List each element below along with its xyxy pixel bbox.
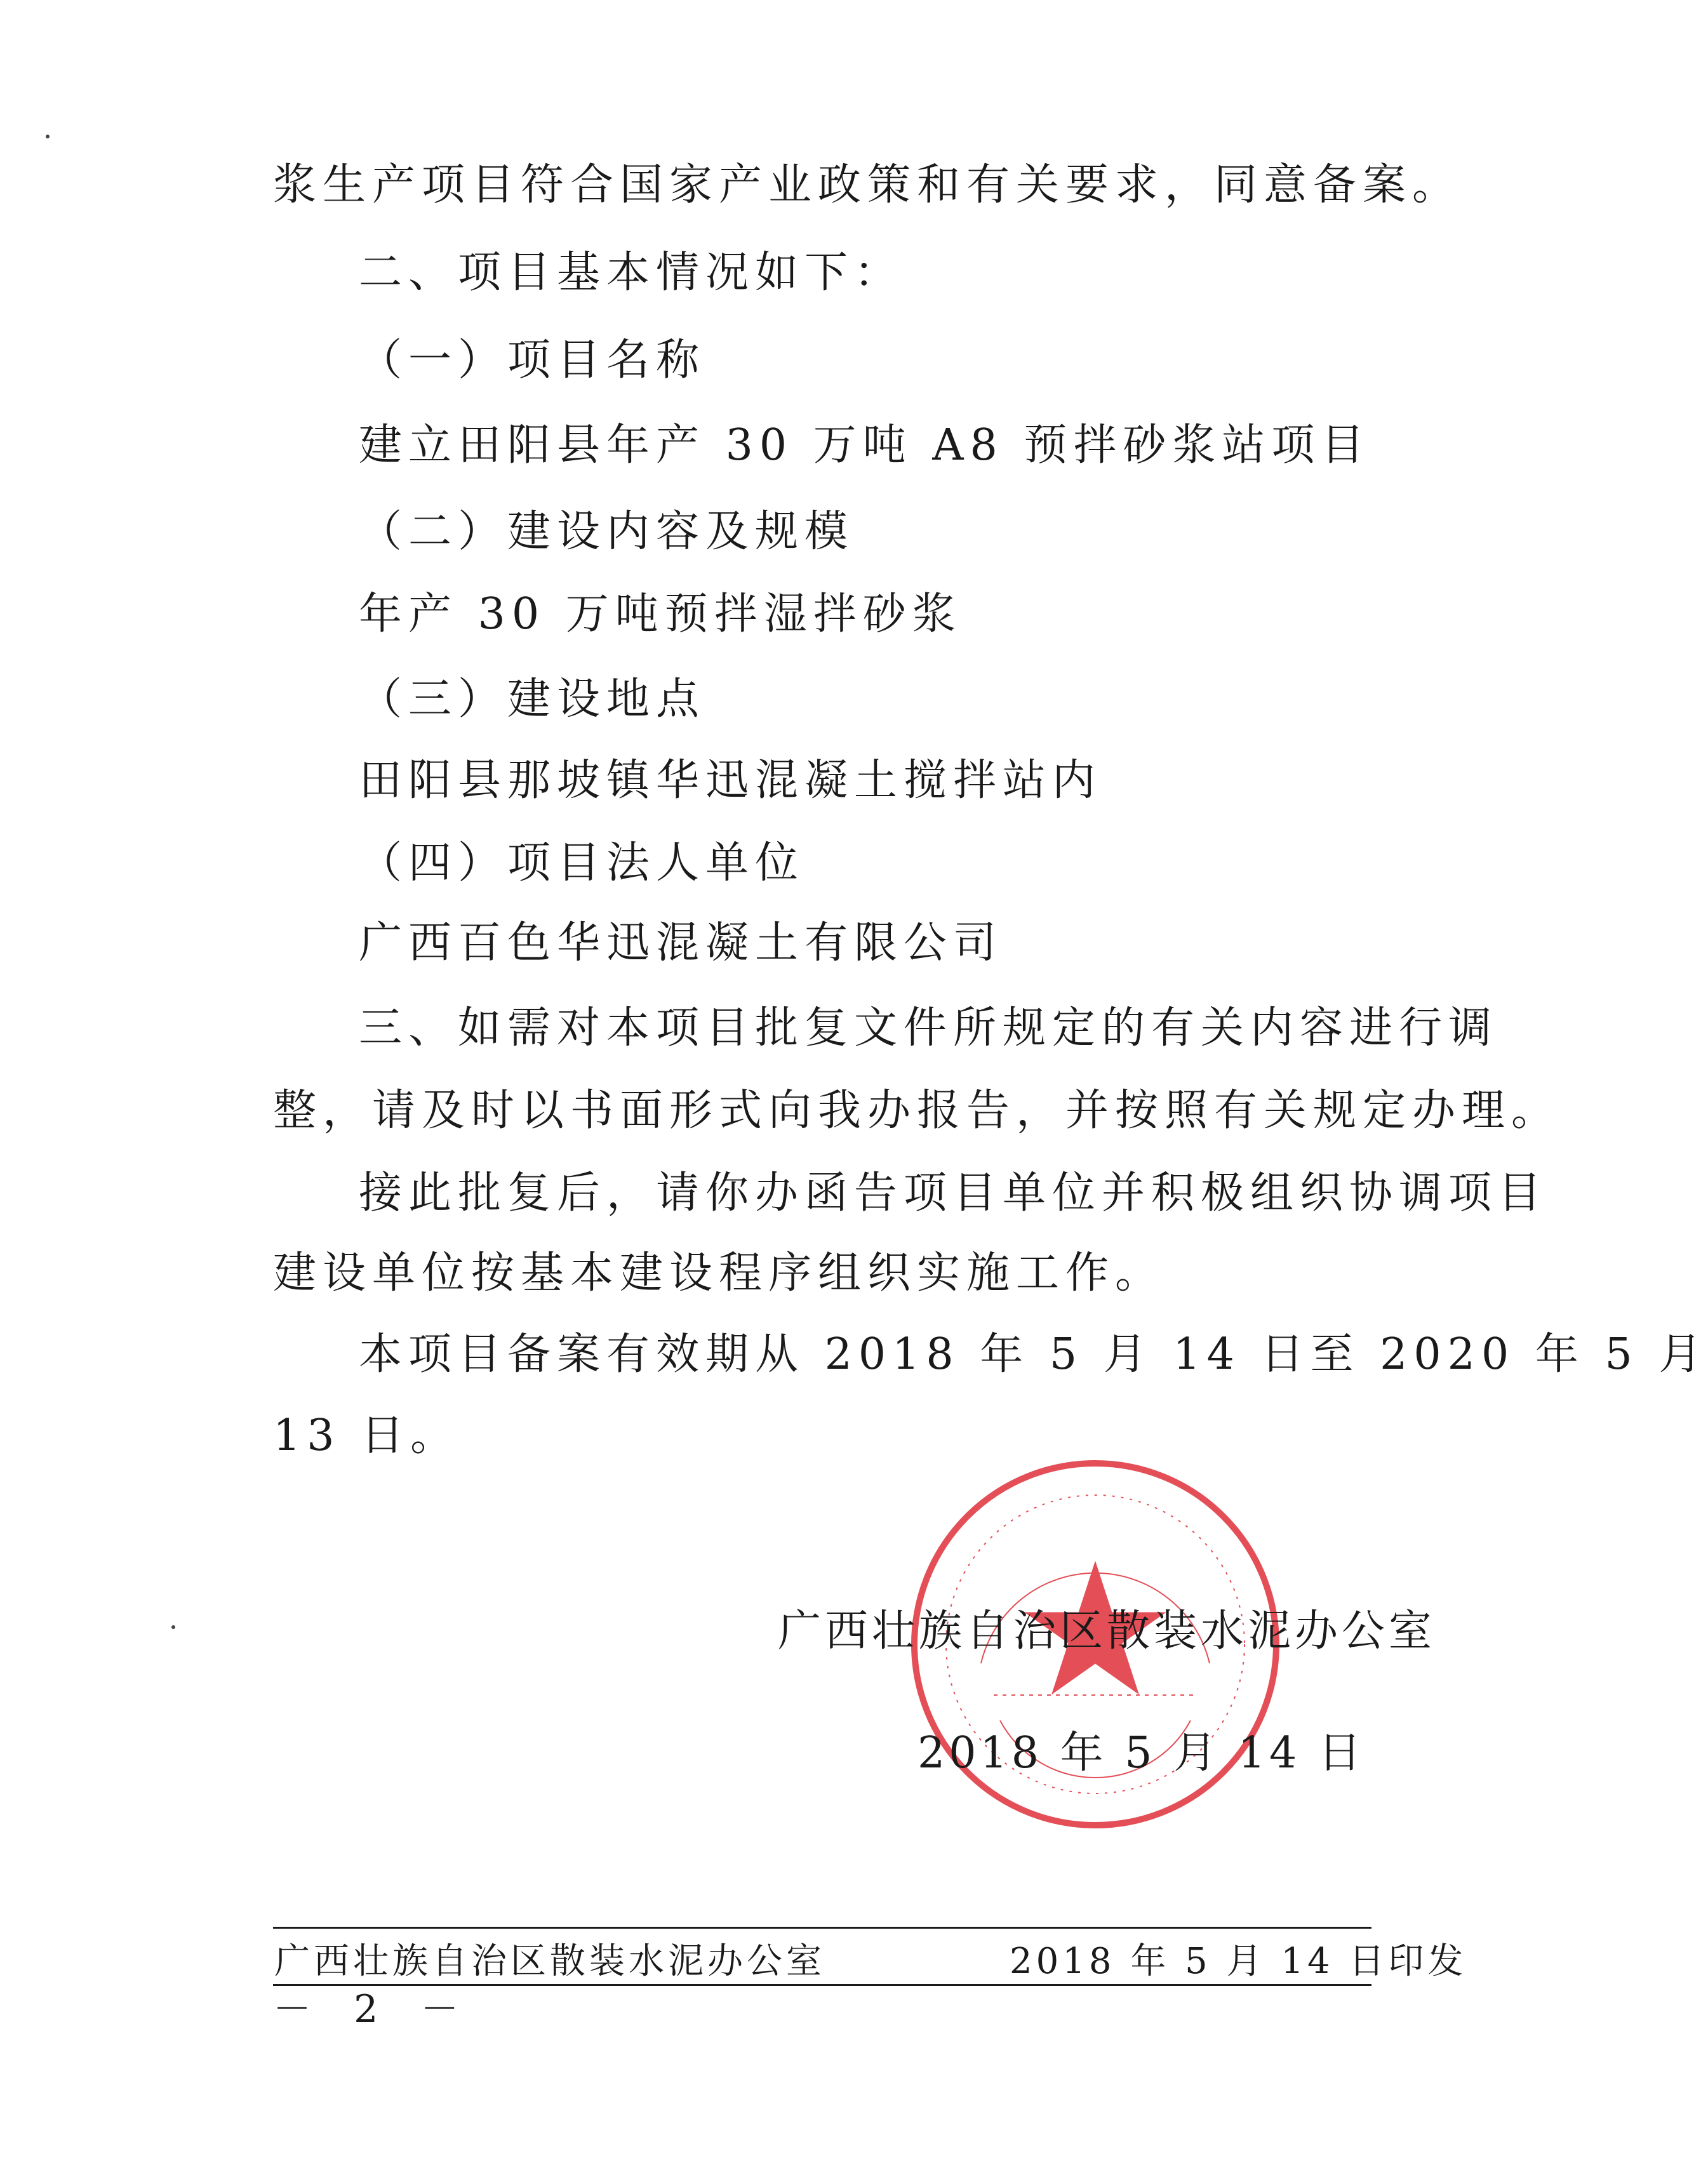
body-line-6: 年产 30 万吨预拌湿拌砂浆 <box>359 589 962 639</box>
body-line-7: （三）建设地点 <box>359 674 706 724</box>
footer-top-rule <box>273 1927 1371 1929</box>
body-line-1: 浆生产项目符合国家产业政策和有关要求，同意备案。 <box>273 160 1462 210</box>
footer-bottom-rule <box>273 1984 1371 1986</box>
body-line-3: （一）项目名称 <box>359 335 706 385</box>
footer-organization: 广西壮族自治区散装水泥办公室 <box>274 1941 825 1982</box>
scan-speck <box>171 1625 175 1629</box>
body-line-13: 接此批复后，请你办函告项目单位并积极组织协调项目 <box>359 1168 1548 1218</box>
body-line-11: 三、如需对本项目批复文件所规定的有关内容进行调 <box>359 1003 1498 1053</box>
body-line-10: 广西百色华迅混凝土有限公司 <box>359 918 1003 968</box>
body-line-14: 建设单位按基本建设程序组织实施工作。 <box>273 1248 1165 1298</box>
body-line-12: 整，请及时以书面形式向我办报告，并按照有关规定办理。 <box>273 1086 1561 1136</box>
body-line-16: 13 日。 <box>273 1411 460 1461</box>
body-line-4: 建立田阳县年产 30 万吨 A8 预拌砂浆站项目 <box>359 420 1371 470</box>
signature-organization: 广西壮族自治区散装水泥办公室 <box>778 1606 1436 1656</box>
body-line-9: （四）项目法人单位 <box>359 838 805 888</box>
body-line-2: 二、项目基本情况如下： <box>359 248 904 298</box>
signature-date: 2018 年 5 月 14 日 <box>917 1728 1365 1778</box>
page-number: － 2 － <box>273 1987 474 2032</box>
body-line-15: 本项目备案有效期从 2018 年 5 月 14 日至 2020 年 5 月 <box>359 1329 1708 1380</box>
footer-print-date: 2018 年 5 月 14 日印发 <box>1010 1941 1467 1982</box>
body-line-5: （二）建设内容及规模 <box>359 507 855 557</box>
body-line-8: 田阳县那坡镇华迅混凝土搅拌站内 <box>359 755 1102 806</box>
scan-speck <box>46 135 50 138</box>
